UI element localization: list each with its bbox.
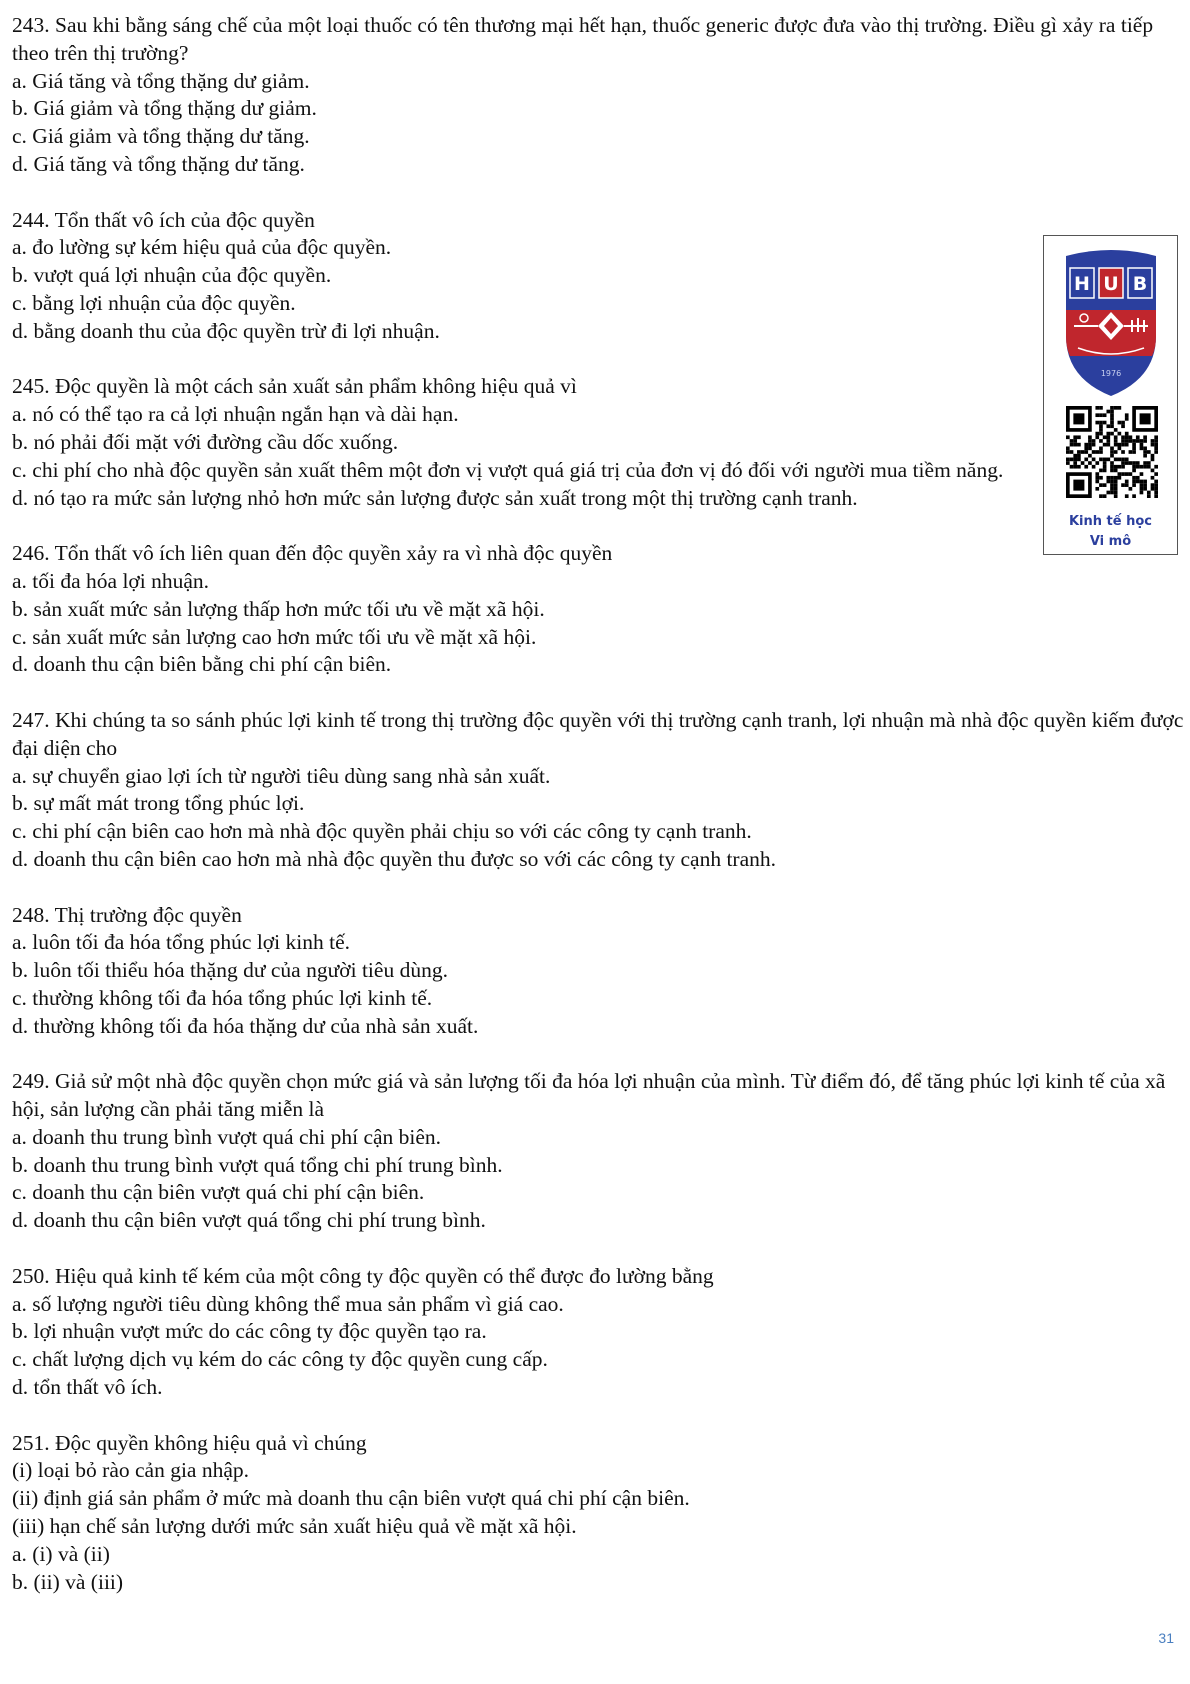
svg-text:U: U <box>1103 273 1119 295</box>
answer-option: c. thường không tối đa hóa tổng phúc lợi kinh tế. <box>12 985 433 1010</box>
answer-option: c. chất lượng dịch vụ kém do các công ty độc quyền cung cấp. <box>12 1347 548 1372</box>
answer-option: d. thường không tối đa hóa thặng dư của nhà sản xuất. <box>12 1013 479 1038</box>
answer-option: c. doanh thu cận biên vượt quá chi phí cận biên. <box>12 1180 425 1205</box>
answer-option: b. nó phải đối mặt với đường cầu dốc xuống. <box>12 429 399 454</box>
answer-option: a. sự chuyển giao lợi ích từ người tiêu dùng sang nhà sản xuất. <box>12 763 551 788</box>
question-stem: 244. Tổn thất vô ích của độc quyền <box>12 207 315 232</box>
question-block <box>12 12 1184 179</box>
question-stem: 250. Hiệu quả kinh tế kém của một công ty độc quyền có thể được đo lường bằng <box>12 1263 714 1288</box>
question-block <box>12 373 1184 512</box>
question-list <box>12 12 1184 1624</box>
page-number: 31 <box>1158 1630 1174 1646</box>
svg-text:B: B <box>1132 273 1148 295</box>
answer-option: d. Giá tăng và tổng thặng dư tăng. <box>12 151 305 176</box>
answer-option: d. nó tạo ra mức sản lượng nhỏ hơn mức sản lượng được sản xuất trong một thị trường cạnh tranh. <box>12 485 858 510</box>
hub-logo <box>1062 248 1160 398</box>
question-block <box>12 1263 1184 1402</box>
answer-option: d. doanh thu cận biên cao hơn mà nhà độc quyền thu được so với các công ty cạnh tranh. <box>12 846 776 871</box>
answer-option: a. doanh thu trung bình vượt quá chi phí cận biên. <box>12 1124 442 1149</box>
question-block <box>12 902 1184 1041</box>
answer-option: a. luôn tối đa hóa tổng phúc lợi kinh tế. <box>12 930 350 955</box>
question-block <box>12 540 1184 679</box>
answer-option: d. doanh thu cận biên vượt quá tổng chi phí trung bình. <box>12 1208 486 1233</box>
answer-option: b. (ii) và (iii) <box>12 1569 124 1594</box>
question-stem: 245. Độc quyền là một cách sản xuất sản phẩm không hiệu quả vì <box>12 374 577 399</box>
qr-code <box>1066 406 1158 498</box>
answer-option: a. tối đa hóa lợi nhuận. <box>12 568 210 593</box>
answer-option: a. (i) và (ii) <box>12 1541 110 1566</box>
answer-option: b. vượt quá lợi nhuận của độc quyền. <box>12 263 332 288</box>
answer-option: b. sự mất mát trong tổng phúc lợi. <box>12 791 305 816</box>
question-stem: 249. Giả sử một nhà độc quyền chọn mức giá và sản lượng tối đa hóa lợi nhuận của mình. Từ điểm đó, để tăng phúc lợi kinh tế của xã hội, sản lượng cần phải tăng miễn là <box>12 1069 1166 1122</box>
answer-option: d. doanh thu cận biên bằng chi phí cận biên. <box>12 652 392 677</box>
badge-caption-line2: Vi mô <box>1089 534 1132 549</box>
answer-option: b. Giá giảm và tổng thặng dư giảm. <box>12 96 317 121</box>
answer-option: a. nó có thể tạo ra cả lợi nhuận ngắn hạn và dài hạn. <box>12 402 459 427</box>
answer-option: a. Giá tăng và tổng thặng dư giảm. <box>12 68 310 93</box>
question-block <box>12 1430 1184 1597</box>
question-block <box>12 207 1184 346</box>
question-stem: 251. Độc quyền không hiệu quả vì chúng <box>12 1430 367 1455</box>
answer-option: d. bằng doanh thu của độc quyền trừ đi lợi nhuận. <box>12 318 440 343</box>
answer-option: c. sản xuất mức sản lượng cao hơn mức tối ưu về mặt xã hội. <box>12 624 537 649</box>
question-stem: 247. Khi chúng ta so sánh phúc lợi kinh tế trong thị trường độc quyền với thị trường cạnh tranh, lợi nhuận mà nhà độc quyền kiếm được đại diện cho <box>12 707 1184 760</box>
answer-option: a. đo lường sự kém hiệu quả của độc quyền. <box>12 235 392 260</box>
question-stem: 246. Tổn thất vô ích liên quan đến độc quyền xảy ra vì nhà độc quyền <box>12 541 613 566</box>
badge-caption-line1: Kinh tế học <box>1068 514 1152 529</box>
answer-option: c. Giá giảm và tổng thặng dư tăng. <box>12 124 310 149</box>
answer-option: d. tổn thất vô ích. <box>12 1375 163 1400</box>
question-stem: 248. Thị trường độc quyền <box>12 902 242 927</box>
question-stem: 243. Sau khi bằng sáng chế của một loại thuốc có tên thương mại hết hạn, thuốc generic được đưa vào thị trường. Điều gì xảy ra tiếp theo trên thị trường? <box>12 13 1154 65</box>
answer-option: b. lợi nhuận vượt mức do các công ty độc quyền tạo ra. <box>12 1319 487 1344</box>
question-block <box>12 1068 1184 1235</box>
answer-option: (ii) định giá sản phẩm ở mức mà doanh thu cận biên vượt quá chi phí cận biên. <box>12 1486 690 1511</box>
answer-option: b. luôn tối thiểu hóa thặng dư của người tiêu dùng. <box>12 958 448 983</box>
svg-text:1976: 1976 <box>1100 369 1122 378</box>
answer-option: c. bằng lợi nhuận của độc quyền. <box>12 290 296 315</box>
answer-option: (iii) hạn chế sản lượng dưới mức sản xuất hiệu quả về mặt xã hội. <box>12 1514 577 1539</box>
answer-option: (i) loại bỏ rào cản gia nhập. <box>12 1458 250 1483</box>
answer-option: b. sản xuất mức sản lượng thấp hơn mức tối ưu về mặt xã hội. <box>12 596 545 621</box>
svg-text:H: H <box>1074 273 1090 295</box>
question-block <box>12 707 1184 874</box>
answer-option: c. chi phí cận biên cao hơn mà nhà độc quyền phải chịu so với các công ty cạnh tranh. <box>12 819 752 844</box>
answer-option: a. số lượng người tiêu dùng không thể mua sản phẩm vì giá cao. <box>12 1291 564 1316</box>
answer-option: c. chi phí cho nhà độc quyền sản xuất thêm một đơn vị vượt quá giá trị của đơn vị đó đối với người mua tiềm năng. <box>12 457 1004 482</box>
course-badge <box>1043 235 1178 555</box>
answer-option: b. doanh thu trung bình vượt quá tổng chi phí trung bình. <box>12 1152 503 1177</box>
